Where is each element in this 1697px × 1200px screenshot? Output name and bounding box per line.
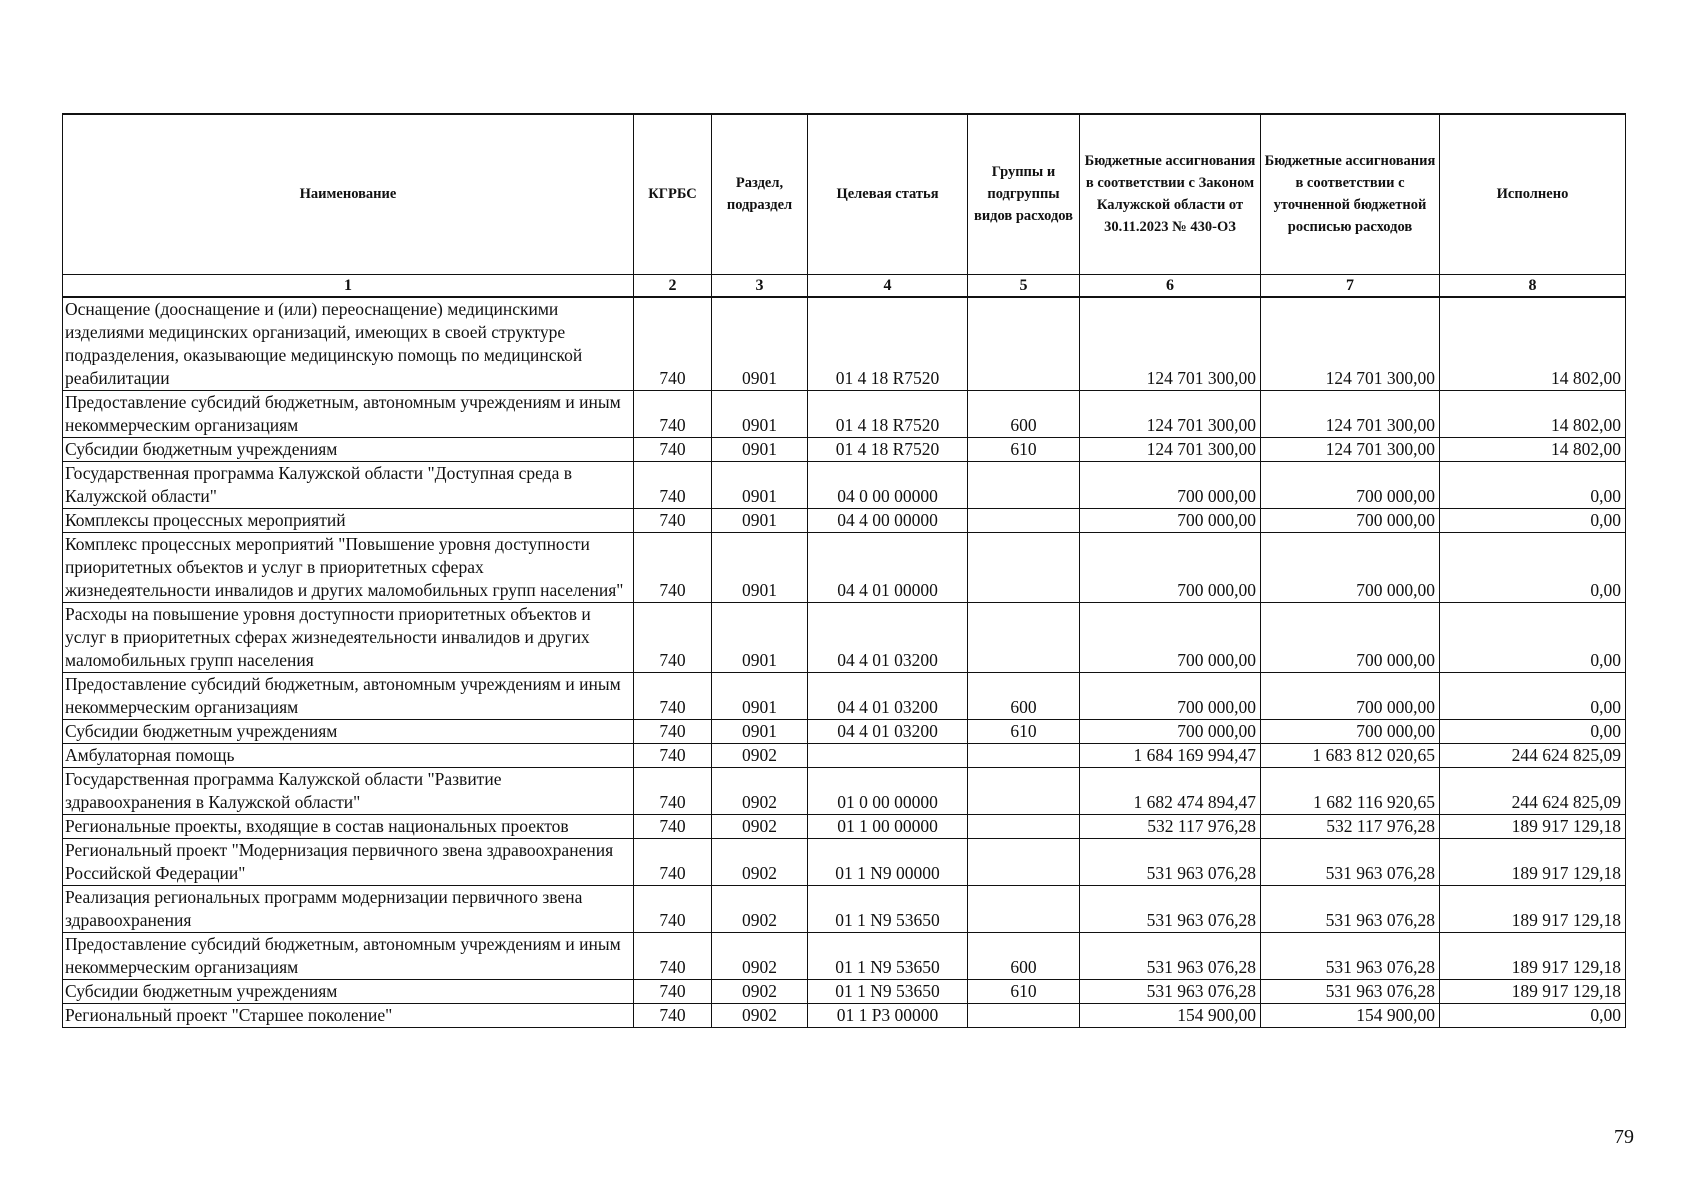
cell-name: Региональный проект "Старшее поколение" xyxy=(63,1003,634,1027)
column-number: 6 xyxy=(1080,274,1261,297)
cell-name: Предоставление субсидий бюджетным, автономным учреждениям и иным некоммерческим организациям xyxy=(63,390,634,437)
cell-section: 0902 xyxy=(712,767,808,814)
cell-kgrbs: 740 xyxy=(634,1003,712,1027)
cell-target: 04 4 01 03200 xyxy=(808,602,968,672)
cell-group: 600 xyxy=(968,672,1080,719)
cell-section: 0902 xyxy=(712,814,808,838)
cell-refined-amount: 700 000,00 xyxy=(1261,672,1440,719)
cell-law-amount: 700 000,00 xyxy=(1080,532,1261,602)
cell-executed-amount: 189 917 129,18 xyxy=(1440,814,1626,838)
cell-executed-amount: 0,00 xyxy=(1440,508,1626,532)
cell-name: Региональный проект "Модернизация первичного звена здравоохранения Российской Федерации" xyxy=(63,838,634,885)
column-number-row xyxy=(63,274,1626,297)
cell-kgrbs: 740 xyxy=(634,932,712,979)
cell-refined-amount: 700 000,00 xyxy=(1261,461,1440,508)
cell-executed-amount: 14 802,00 xyxy=(1440,390,1626,437)
cell-executed-amount: 0,00 xyxy=(1440,532,1626,602)
cell-refined-amount: 124 701 300,00 xyxy=(1261,437,1440,461)
cell-executed-amount: 189 917 129,18 xyxy=(1440,838,1626,885)
cell-section: 0902 xyxy=(712,838,808,885)
cell-refined-amount: 532 117 976,28 xyxy=(1261,814,1440,838)
cell-refined-amount: 700 000,00 xyxy=(1261,602,1440,672)
cell-law-amount: 700 000,00 xyxy=(1080,672,1261,719)
cell-section: 0901 xyxy=(712,508,808,532)
cell-group: 610 xyxy=(968,719,1080,743)
cell-section: 0901 xyxy=(712,297,808,391)
cell-section: 0901 xyxy=(712,532,808,602)
cell-group: 600 xyxy=(968,932,1080,979)
table-row xyxy=(63,390,1626,437)
cell-kgrbs: 740 xyxy=(634,390,712,437)
cell-target: 01 4 18 R7520 xyxy=(808,437,968,461)
cell-section: 0902 xyxy=(712,1003,808,1027)
cell-kgrbs: 740 xyxy=(634,508,712,532)
cell-executed-amount: 0,00 xyxy=(1440,461,1626,508)
cell-target: 04 0 00 00000 xyxy=(808,461,968,508)
cell-section: 0902 xyxy=(712,743,808,767)
cell-law-amount: 531 963 076,28 xyxy=(1080,932,1261,979)
cell-name: Субсидии бюджетным учреждениям xyxy=(63,979,634,1003)
cell-group xyxy=(968,885,1080,932)
cell-group xyxy=(968,1003,1080,1027)
cell-law-amount: 531 963 076,28 xyxy=(1080,979,1261,1003)
column-number: 8 xyxy=(1440,274,1626,297)
column-number: 2 xyxy=(634,274,712,297)
cell-name: Оснащение (дооснащение и (или) переоснащение) медицинскими изделиями медицинских организаций, имеющих в своей структуре подразделения, оказывающие медицинскую помощь по медицинской реабилитации xyxy=(63,297,634,391)
cell-law-amount: 124 701 300,00 xyxy=(1080,437,1261,461)
cell-executed-amount: 189 917 129,18 xyxy=(1440,885,1626,932)
cell-target: 04 4 01 03200 xyxy=(808,672,968,719)
cell-kgrbs: 740 xyxy=(634,672,712,719)
cell-executed-amount: 0,00 xyxy=(1440,719,1626,743)
cell-name: Государственная программа Калужской области "Развитие здравоохранения в Калужской области" xyxy=(63,767,634,814)
table-row xyxy=(63,672,1626,719)
page-number: 79 xyxy=(1614,1126,1634,1148)
cell-law-amount: 154 900,00 xyxy=(1080,1003,1261,1027)
cell-section: 0901 xyxy=(712,390,808,437)
table-row xyxy=(63,838,1626,885)
cell-kgrbs: 740 xyxy=(634,602,712,672)
cell-law-amount: 532 117 976,28 xyxy=(1080,814,1261,838)
cell-kgrbs: 740 xyxy=(634,838,712,885)
column-number: 7 xyxy=(1261,274,1440,297)
cell-target: 04 4 01 00000 xyxy=(808,532,968,602)
cell-refined-amount: 700 000,00 xyxy=(1261,508,1440,532)
header-target: Целевая статья xyxy=(808,114,968,274)
cell-law-amount: 1 684 169 994,47 xyxy=(1080,743,1261,767)
cell-refined-amount: 124 701 300,00 xyxy=(1261,297,1440,391)
cell-target: 04 4 01 03200 xyxy=(808,719,968,743)
cell-target: 01 1 P3 00000 xyxy=(808,1003,968,1027)
cell-group: 610 xyxy=(968,437,1080,461)
cell-name: Предоставление субсидий бюджетным, автономным учреждениям и иным некоммерческим организациям xyxy=(63,932,634,979)
cell-executed-amount: 0,00 xyxy=(1440,1003,1626,1027)
cell-target: 01 1 N9 53650 xyxy=(808,932,968,979)
cell-executed-amount: 244 624 825,09 xyxy=(1440,743,1626,767)
cell-executed-amount: 14 802,00 xyxy=(1440,437,1626,461)
cell-name: Субсидии бюджетным учреждениям xyxy=(63,437,634,461)
cell-section: 0901 xyxy=(712,437,808,461)
cell-kgrbs: 740 xyxy=(634,814,712,838)
cell-refined-amount: 531 963 076,28 xyxy=(1261,932,1440,979)
cell-law-amount: 531 963 076,28 xyxy=(1080,885,1261,932)
cell-law-amount: 531 963 076,28 xyxy=(1080,838,1261,885)
cell-name: Реализация региональных программ модернизации первичного звена здравоохранения xyxy=(63,885,634,932)
cell-executed-amount: 244 624 825,09 xyxy=(1440,767,1626,814)
header-section: Раздел, подраздел xyxy=(712,114,808,274)
table-row xyxy=(63,979,1626,1003)
table-row xyxy=(63,1003,1626,1027)
cell-group xyxy=(968,508,1080,532)
table-row xyxy=(63,719,1626,743)
cell-name: Предоставление субсидий бюджетным, автономным учреждениям и иным некоммерческим организациям xyxy=(63,672,634,719)
cell-law-amount: 1 682 474 894,47 xyxy=(1080,767,1261,814)
cell-law-amount: 700 000,00 xyxy=(1080,602,1261,672)
cell-name: Региональные проекты, входящие в состав национальных проектов xyxy=(63,814,634,838)
cell-group: 610 xyxy=(968,979,1080,1003)
column-number: 5 xyxy=(968,274,1080,297)
column-number: 3 xyxy=(712,274,808,297)
cell-target: 01 1 N9 00000 xyxy=(808,838,968,885)
cell-group xyxy=(968,838,1080,885)
cell-group xyxy=(968,743,1080,767)
cell-refined-amount: 531 963 076,28 xyxy=(1261,838,1440,885)
cell-refined-amount: 1 683 812 020,65 xyxy=(1261,743,1440,767)
cell-refined-amount: 531 963 076,28 xyxy=(1261,885,1440,932)
table-row xyxy=(63,932,1626,979)
cell-name: Расходы на повышение уровня доступности приоритетных объектов и услуг в приоритетных сферах жизнедеятельности инвалидов и других маломобильных групп населения xyxy=(63,602,634,672)
cell-executed-amount: 0,00 xyxy=(1440,602,1626,672)
cell-refined-amount: 531 963 076,28 xyxy=(1261,979,1440,1003)
cell-kgrbs: 740 xyxy=(634,532,712,602)
cell-refined-amount: 124 701 300,00 xyxy=(1261,390,1440,437)
cell-section: 0902 xyxy=(712,932,808,979)
cell-kgrbs: 740 xyxy=(634,979,712,1003)
table-row xyxy=(63,297,1626,391)
cell-group xyxy=(968,814,1080,838)
cell-refined-amount: 154 900,00 xyxy=(1261,1003,1440,1027)
cell-target xyxy=(808,743,968,767)
cell-section: 0901 xyxy=(712,672,808,719)
cell-group xyxy=(968,767,1080,814)
cell-group xyxy=(968,297,1080,391)
header-law: Бюджетные ассигнования в соответствии с Законом Калужской области от 30.11.2023 № 430-ОЗ xyxy=(1080,114,1261,274)
cell-refined-amount: 700 000,00 xyxy=(1261,532,1440,602)
column-number: 4 xyxy=(808,274,968,297)
cell-section: 0902 xyxy=(712,979,808,1003)
cell-section: 0902 xyxy=(712,885,808,932)
cell-target: 01 1 00 00000 xyxy=(808,814,968,838)
cell-kgrbs: 740 xyxy=(634,437,712,461)
cell-law-amount: 700 000,00 xyxy=(1080,508,1261,532)
cell-name: Амбулаторная помощь xyxy=(63,743,634,767)
header-name: Наименование xyxy=(63,114,634,274)
cell-target: 01 4 18 R7520 xyxy=(808,297,968,391)
cell-kgrbs: 740 xyxy=(634,297,712,391)
cell-name: Субсидии бюджетным учреждениям xyxy=(63,719,634,743)
table-body xyxy=(63,297,1626,1028)
cell-target: 01 1 N9 53650 xyxy=(808,979,968,1003)
header-executed: Исполнено xyxy=(1440,114,1626,274)
cell-kgrbs: 740 xyxy=(634,743,712,767)
header-refined: Бюджетные ассигнования в соответствии с уточненной бюджетной росписью расходов xyxy=(1261,114,1440,274)
table-row xyxy=(63,814,1626,838)
cell-name: Государственная программа Калужской области "Доступная среда в Калужской области" xyxy=(63,461,634,508)
cell-kgrbs: 740 xyxy=(634,885,712,932)
table-row xyxy=(63,532,1626,602)
cell-target: 01 0 00 00000 xyxy=(808,767,968,814)
cell-group xyxy=(968,461,1080,508)
cell-target: 01 4 18 R7520 xyxy=(808,390,968,437)
cell-group xyxy=(968,532,1080,602)
cell-executed-amount: 0,00 xyxy=(1440,672,1626,719)
table-header xyxy=(63,114,1626,297)
table-row xyxy=(63,767,1626,814)
cell-group xyxy=(968,602,1080,672)
cell-section: 0901 xyxy=(712,461,808,508)
cell-refined-amount: 1 682 116 920,65 xyxy=(1261,767,1440,814)
table-row xyxy=(63,743,1626,767)
cell-kgrbs: 740 xyxy=(634,719,712,743)
cell-law-amount: 124 701 300,00 xyxy=(1080,390,1261,437)
cell-group: 600 xyxy=(968,390,1080,437)
cell-executed-amount: 14 802,00 xyxy=(1440,297,1626,391)
cell-target: 01 1 N9 53650 xyxy=(808,885,968,932)
cell-name: Комплексы процессных мероприятий xyxy=(63,508,634,532)
table-row xyxy=(63,885,1626,932)
column-number: 1 xyxy=(63,274,634,297)
cell-section: 0901 xyxy=(712,602,808,672)
header-groups: Группы и подгруппы видов расходов xyxy=(968,114,1080,274)
cell-law-amount: 700 000,00 xyxy=(1080,719,1261,743)
cell-executed-amount: 189 917 129,18 xyxy=(1440,979,1626,1003)
table-row xyxy=(63,461,1626,508)
cell-executed-amount: 189 917 129,18 xyxy=(1440,932,1626,979)
budget-table xyxy=(62,113,1626,1028)
cell-refined-amount: 700 000,00 xyxy=(1261,719,1440,743)
table-row xyxy=(63,602,1626,672)
cell-law-amount: 124 701 300,00 xyxy=(1080,297,1261,391)
cell-section: 0901 xyxy=(712,719,808,743)
cell-kgrbs: 740 xyxy=(634,767,712,814)
table-row xyxy=(63,508,1626,532)
cell-name: Комплекс процессных мероприятий "Повышение уровня доступности приоритетных объектов и услуг в приоритетных сферах жизнедеятельности инвалидов и других маломобильных групп населения" xyxy=(63,532,634,602)
cell-kgrbs: 740 xyxy=(634,461,712,508)
cell-target: 04 4 00 00000 xyxy=(808,508,968,532)
cell-law-amount: 700 000,00 xyxy=(1080,461,1261,508)
table-row xyxy=(63,437,1626,461)
header-kgrbs: КГРБС xyxy=(634,114,712,274)
